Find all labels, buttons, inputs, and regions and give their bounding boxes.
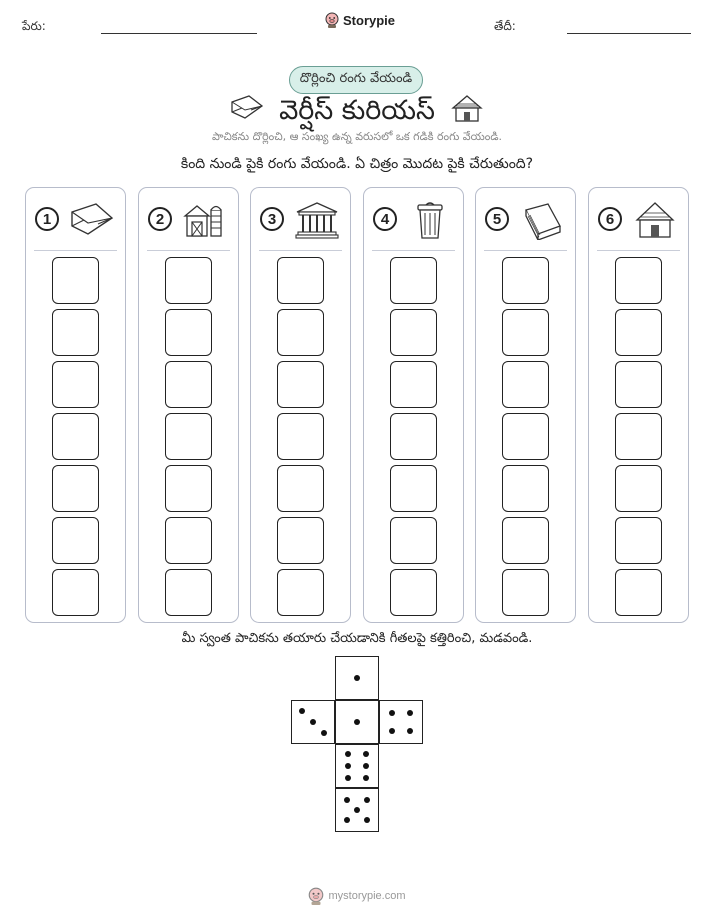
die-pip (344, 797, 350, 803)
die-pip (321, 730, 327, 736)
color-cell[interactable] (390, 309, 437, 356)
die-pip (363, 763, 369, 769)
die-pip (364, 797, 370, 803)
die-pip (345, 763, 351, 769)
color-cell[interactable] (615, 257, 662, 304)
die-pip (407, 710, 413, 716)
die-pip (354, 675, 360, 681)
column-number: 5 (485, 207, 509, 231)
name-line (101, 33, 257, 34)
die-pip (299, 708, 305, 714)
die-pip (407, 728, 413, 734)
footer-url: mystorypie.com (328, 890, 406, 902)
die-pip (389, 710, 395, 716)
color-cell[interactable] (502, 465, 549, 512)
activity-badge: దొర్లించి రంగు వేయండి (289, 66, 423, 94)
die-face-4 (379, 700, 423, 744)
column-number: 6 (598, 207, 622, 231)
hut-icon (631, 200, 679, 240)
color-cell[interactable] (502, 257, 549, 304)
die-pip (344, 817, 350, 823)
brand-logo (325, 12, 395, 28)
color-cell[interactable] (277, 361, 324, 408)
die-face-1 (335, 656, 379, 700)
hut-icon (450, 94, 484, 124)
die-pip (345, 775, 351, 781)
color-cell[interactable] (502, 517, 549, 564)
color-cell[interactable] (52, 257, 99, 304)
color-cell[interactable] (52, 465, 99, 512)
column-5 (475, 187, 576, 623)
column-divider (259, 250, 342, 251)
color-cell[interactable] (390, 257, 437, 304)
column-3 (250, 187, 351, 623)
color-cell[interactable] (277, 517, 324, 564)
name-label: పేరు: (22, 19, 46, 33)
color-cell[interactable] (277, 569, 324, 616)
die-pip (354, 807, 360, 813)
column-1 (25, 187, 126, 623)
color-cell[interactable] (277, 257, 324, 304)
color-cell[interactable] (390, 465, 437, 512)
instruction: కింది నుండి పైకి రంగు వేయండి. ఏ చిత్రం మొదట పైకి చేరుతుంది? (180, 156, 534, 172)
color-cell[interactable] (52, 413, 99, 460)
die-pip (363, 775, 369, 781)
column-divider (484, 250, 567, 251)
color-cell[interactable] (390, 569, 437, 616)
pig-icon (325, 12, 339, 28)
color-cell[interactable] (615, 413, 662, 460)
color-cell[interactable] (615, 361, 662, 408)
color-cell[interactable] (52, 569, 99, 616)
color-cell[interactable] (502, 361, 549, 408)
subtitle: పాచికను దొర్లించి, ఆ సంఖ్య ఉన్న వరుసలో ఒక గడికి రంగు వేయండి. (212, 130, 502, 143)
color-cell[interactable] (277, 465, 324, 512)
column-4 (363, 187, 464, 623)
color-cell[interactable] (502, 569, 549, 616)
brand-name: Storypie (343, 12, 396, 28)
date-label: తేదీ: (494, 19, 516, 33)
die-pip (363, 751, 369, 757)
column-number: 4 (373, 207, 397, 231)
die-pip (364, 817, 370, 823)
column-divider (372, 250, 455, 251)
column-divider (597, 250, 680, 251)
footer (0, 887, 714, 905)
color-cell[interactable] (277, 309, 324, 356)
die-face-5 (335, 788, 379, 832)
column-6 (588, 187, 689, 623)
cut-instruction: మీ స్వంత పాచికను తయారు చేయడానికి గీతలపై కత్తిరించి, మడవండి. (181, 631, 533, 646)
color-cell[interactable] (165, 257, 212, 304)
column-number: 1 (35, 207, 59, 231)
museum-icon (293, 200, 341, 240)
die-pip (310, 719, 316, 725)
color-cell[interactable] (165, 465, 212, 512)
color-cell[interactable] (615, 465, 662, 512)
envelope-icon (68, 200, 116, 240)
color-cell[interactable] (165, 517, 212, 564)
color-cell[interactable] (615, 309, 662, 356)
column-2 (138, 187, 239, 623)
color-cell[interactable] (52, 361, 99, 408)
trash-can-icon (406, 200, 454, 240)
die-pip (345, 751, 351, 757)
color-cell[interactable] (165, 309, 212, 356)
color-cell[interactable] (165, 413, 212, 460)
die-face-6 (335, 744, 379, 788)
color-cell[interactable] (502, 309, 549, 356)
color-cell[interactable] (502, 413, 549, 460)
date-line (567, 33, 691, 34)
color-cell[interactable] (615, 517, 662, 564)
column-number: 3 (260, 207, 284, 231)
barn-icon (181, 200, 229, 240)
color-cell[interactable] (615, 569, 662, 616)
die-face-1 (335, 700, 379, 744)
color-cell[interactable] (390, 361, 437, 408)
column-divider (34, 250, 117, 251)
color-cell[interactable] (390, 517, 437, 564)
color-cell[interactable] (165, 361, 212, 408)
color-cell[interactable] (52, 309, 99, 356)
page-title: వెర్షీస్ కురియస్ (279, 95, 435, 126)
die-pip (389, 728, 395, 734)
color-cell[interactable] (390, 413, 437, 460)
die-face-3 (291, 700, 335, 744)
pig-icon (308, 887, 324, 905)
column-number: 2 (148, 207, 172, 231)
column-divider (147, 250, 230, 251)
color-cell[interactable] (52, 517, 99, 564)
die-pip (354, 719, 360, 725)
color-cell[interactable] (277, 413, 324, 460)
color-cell[interactable] (165, 569, 212, 616)
book-icon (518, 200, 566, 240)
